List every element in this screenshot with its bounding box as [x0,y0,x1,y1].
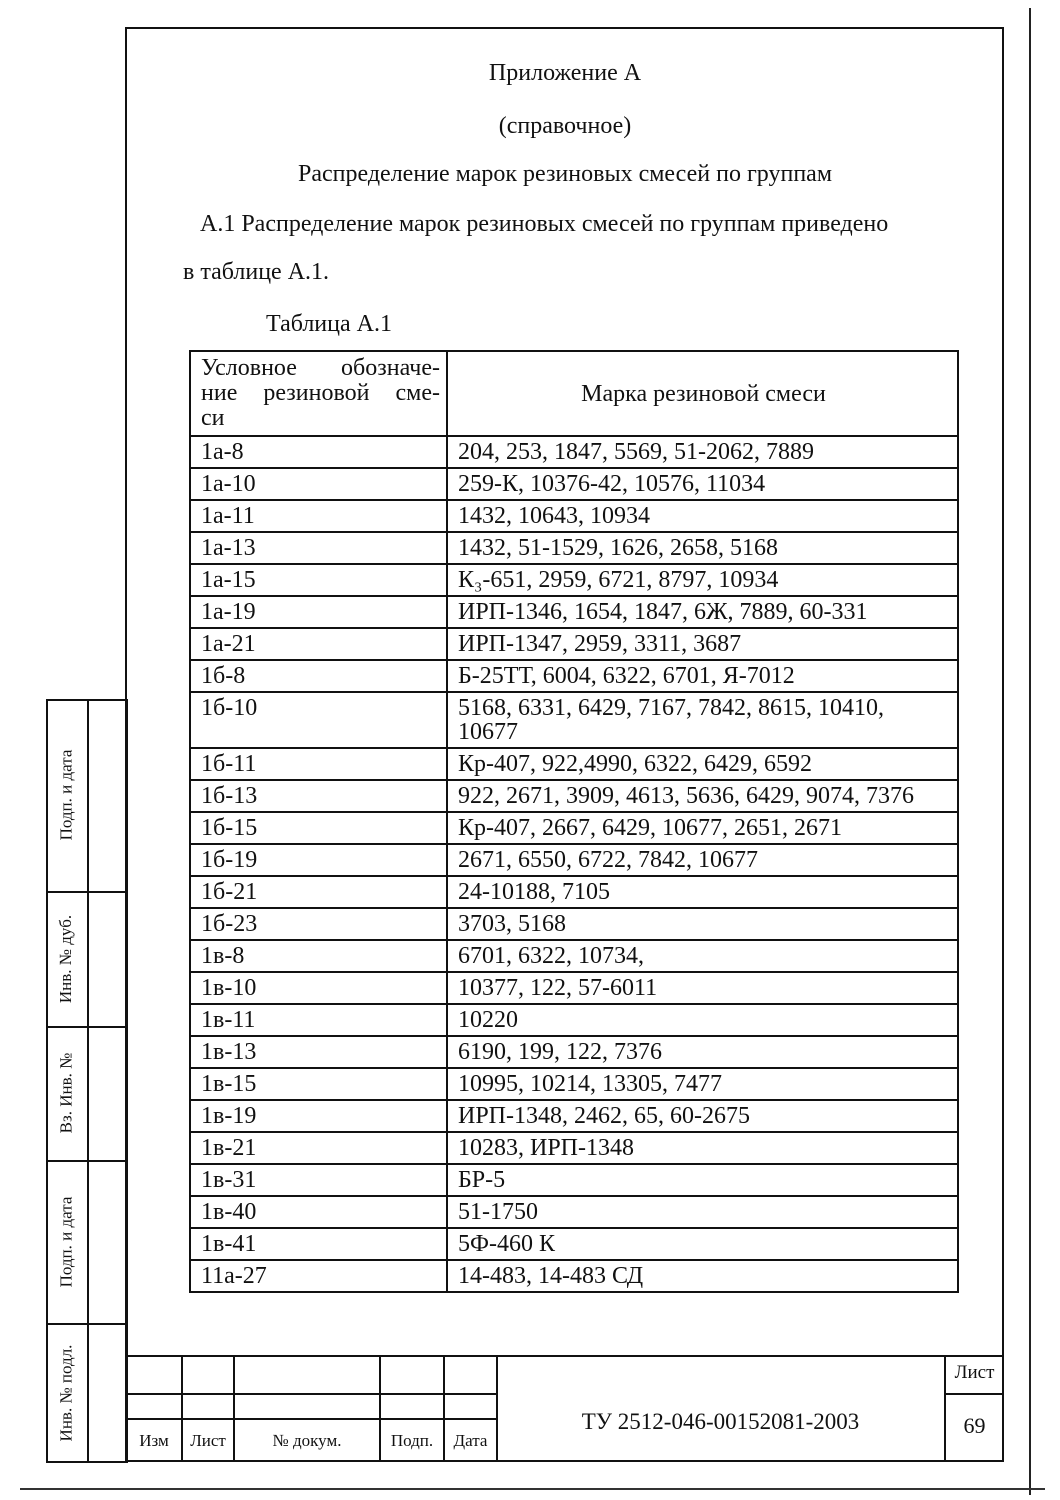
group-code-cell: 1а-15 [190,564,447,596]
rubber-grade-cell: 1432, 10643, 10934 [447,500,958,532]
group-code-cell: 1в-41 [190,1228,447,1260]
rubber-grade-cell: 24-10188, 7105 [447,876,958,908]
table-row [190,1164,958,1196]
rubber-grade-cell: 5168, 6331, 6429, 7167, 7842, 8615, 10410, 10677 [447,692,958,748]
rubber-grade-cell: 6701, 6322, 10734, [447,940,958,972]
group-code-cell: 1б-19 [190,844,447,876]
title-block-col-sign: Подп. [390,1431,434,1450]
group-code-cell: 1в-21 [190,1132,447,1164]
table-row [190,844,958,876]
group-code-cell: 1в-31 [190,1164,447,1196]
col1-header-line: Условное обозначе- [201,355,440,381]
table-row [190,692,958,748]
table-row [190,468,958,500]
title-block-sheet-line [944,1393,1004,1395]
table-row [190,1260,958,1292]
col1-header [190,351,447,436]
rubber-grade-cell: 51-1750 [447,1196,958,1228]
title-block-col-date: Дата [453,1431,488,1450]
group-code-cell: 1а-21 [190,628,447,660]
group-code-cell: 1а-11 [190,500,447,532]
table-row [190,628,958,660]
group-code-cell: 1в-40 [190,1196,447,1228]
group-code-cell: 1а-10 [190,468,447,500]
table-row [190,1132,958,1164]
table-row [190,940,958,972]
col2-header: Марка резиновой смеси [447,351,958,436]
scan-bottom-line [20,1488,1045,1490]
grades-table [189,350,959,1293]
rubber-grade-cell: К₃-651, 2959, 6721, 8797, 10934 [447,564,958,596]
rubber-grade-cell: 259-К, 10376-42, 10576, 11034 [447,468,958,500]
title-block-col-change: Изм [139,1431,169,1450]
side-label-signature-date-1: Подп. и дата [56,749,76,841]
table-row [190,1004,958,1036]
table-row [190,876,958,908]
rubber-grade-cell: Б-25ТТ, 6004, 6322, 6701, Я-7012 [447,660,958,692]
table-row [190,596,958,628]
table-row [190,1100,958,1132]
table-row [190,1036,958,1068]
rubber-grade-cell: 10377, 122, 57-6011 [447,972,958,1004]
rubber-grade-cell: Кр-407, 922,4990, 6322, 6429, 6592 [447,748,958,780]
rubber-grade-cell: 10283, ИРП-1348 [447,1132,958,1164]
rubber-grade-cell: 1432, 51-1529, 1626, 2658, 5168 [447,532,958,564]
table-row [190,748,958,780]
rubber-grade-cell: 2671, 6550, 6722, 7842, 10677 [447,844,958,876]
table-row [190,564,958,596]
group-code-cell: 1а-19 [190,596,447,628]
appendix-type: (справочное) [498,113,632,139]
rubber-grade-cell: 6190, 199, 122, 7376 [447,1036,958,1068]
table-row [190,812,958,844]
rubber-grade-cell: 922, 2671, 3909, 4613, 5636, 6429, 9074, 7376 [447,780,958,812]
title-block-col-sheet: Лист [190,1431,226,1450]
paragraph-line-2: в таблице А.1. [183,259,330,285]
title-block-top [127,1355,1004,1357]
rubber-grade-cell: 10220 [447,1004,958,1036]
group-code-cell: 11а-27 [190,1260,447,1292]
document-code: ТУ 2512-046-00152081-2003 [581,1409,860,1434]
group-code-cell: 1в-13 [190,1036,447,1068]
rubber-grade-cell: ИРП-1348, 2462, 65, 60-2675 [447,1100,958,1132]
table-row [190,436,958,468]
group-code-cell: 1а-8 [190,436,447,468]
group-code-cell: 1а-13 [190,532,447,564]
rubber-grade-cell: БР-5 [447,1164,958,1196]
group-code-cell: 1в-10 [190,972,447,1004]
sheet-label: Лист [954,1362,995,1383]
group-code-cell: 1в-8 [190,940,447,972]
appendix-title: Приложение А [488,60,642,86]
rubber-grade-cell: ИРП-1346, 1654, 1847, 6Ж, 7889, 60-331 [447,596,958,628]
paragraph-line-1: А.1 Распределение марок резиновых смесей по группам приведено [200,211,889,237]
table-header-row [190,351,958,436]
group-code-cell: 1б-21 [190,876,447,908]
group-code-cell: 1б-13 [190,780,447,812]
side-label-original-inv: Инв. № подл. [56,1344,76,1442]
table-row [190,1196,958,1228]
side-stamp-divider [87,699,89,1463]
table-row [190,500,958,532]
table-row [190,660,958,692]
rubber-grade-cell: 10995, 10214, 13305, 7477 [447,1068,958,1100]
group-code-cell: 1в-19 [190,1100,447,1132]
group-code-cell: 1в-15 [190,1068,447,1100]
rubber-grade-cell: 5Ф-460 К [447,1228,958,1260]
group-code-cell: 1в-11 [190,1004,447,1036]
grades-table-body [190,351,958,1292]
group-code-cell: 1б-23 [190,908,447,940]
table-row [190,908,958,940]
side-label-dup-inv: Инв. № дуб. [56,914,76,1003]
table-caption: Таблица А.1 [266,311,392,337]
rubber-grade-cell: Кр-407, 2667, 6429, 10677, 2651, 2671 [447,812,958,844]
scan-edge-line [1029,8,1031,1495]
table-row [190,1228,958,1260]
col1-header-line: ние резиновой сме- [201,380,440,406]
rubber-grade-cell: 3703, 5168 [447,908,958,940]
title-block-col-docnum: № докум. [272,1431,342,1450]
table-row [190,532,958,564]
appendix-heading: Распределение марок резиновых смесей по группам [298,161,832,187]
group-code-cell: 1б-15 [190,812,447,844]
rubber-grade-cell: 14-483, 14-483 СД [447,1260,958,1292]
rubber-grade-cell: ИРП-1347, 2959, 3311, 3687 [447,628,958,660]
table-row [190,972,958,1004]
side-label-signature-date-2: Подп. и дата [56,1196,76,1287]
group-code-cell: 1б-8 [190,660,447,692]
col1-header-line: си [201,405,225,431]
group-code-cell: 1б-10 [190,692,447,748]
group-code-cell: 1б-11 [190,748,447,780]
table-row [190,780,958,812]
side-label-replaced-inv: Вз. Инв. № [56,1052,76,1134]
table-row [190,1068,958,1100]
sheet-number: 69 [963,1413,986,1438]
rubber-grade-cell: 204, 253, 1847, 5569, 51-2062, 7889 [447,436,958,468]
